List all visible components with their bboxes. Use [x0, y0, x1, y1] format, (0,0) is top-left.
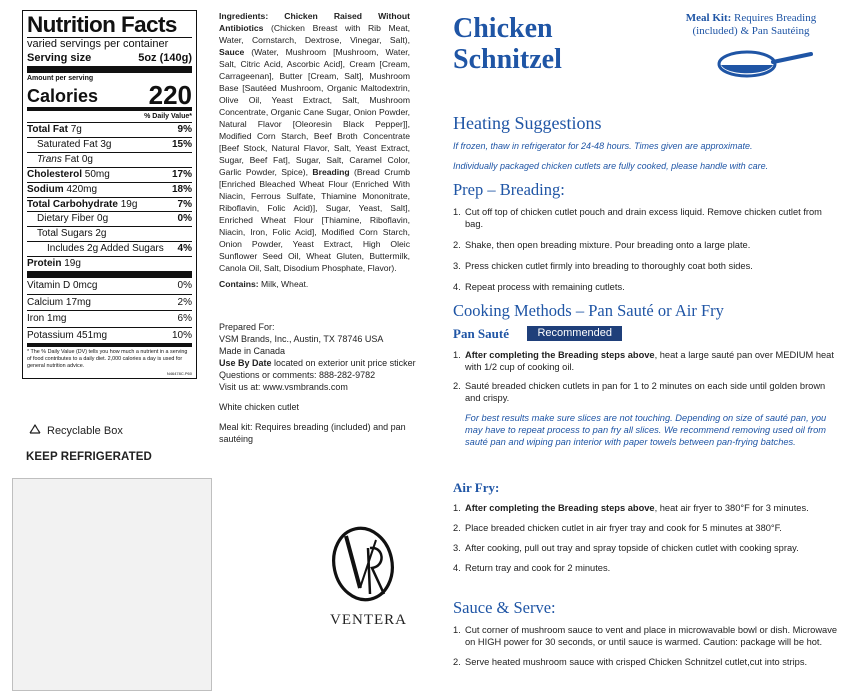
nutrition-footnote: * The % Daily Value (DV) tells you how much a nutrient in a serving of food contributes to a daily diet. 2,000 calories a day is used for general nutrition advice. — [27, 343, 192, 371]
pan-step: 1. After completing the Breading steps above, heat a large sauté pan over MEDIUM heat with 1/2 cup of cooking oil. — [453, 350, 834, 372]
amount-per-serving: Amount per serving — [27, 75, 94, 82]
prep-step: 4. Repeat process with remaining cutlets. — [453, 282, 625, 292]
nutrient-row-cholesterol: Cholesterol 50mg 17% — [27, 168, 192, 180]
cooking-section — [453, 301, 838, 448]
pan-note: For best results make sure slices are not touching. Depending on size of sauté pan, you may have to repeat process to pan fry all slices. We recommend removing used oil from sauté pan and wiping pan interior with paper towels between pan-frying batches. — [465, 413, 827, 447]
nutrient-row-saturated-fat: Saturated Fat 3g 15% — [27, 137, 192, 152]
nutrient-row-protein: Protein 19g — [27, 256, 192, 278]
heating-section: Heating Suggestions If frozen, thaw in refrigerator for 24-48 hours. Times given are approximate. Individually packaged chicken cutlets are fully cooked, please handle with care. — [453, 112, 838, 172]
ventera-wordmark: VENTERA — [330, 612, 407, 628]
nutrient-row-total-fat: Total Fat 7g 9% — [27, 124, 192, 135]
air-fry-title: Air Fry: — [453, 480, 500, 495]
heating-title: Heating Suggestions — [453, 113, 602, 133]
frying-pan-icon — [715, 44, 815, 80]
air-step: 1. After completing the Breading steps above, heat air fryer to 380°F for 3 minutes. — [453, 503, 809, 513]
cooking-title: Cooking Methods – Pan Sauté or Air Fry — [453, 301, 724, 320]
calories-row: Calories 220 — [27, 80, 192, 110]
vitamin-row: Iron 1mg 6% — [27, 310, 192, 327]
air-step: 2. Place breaded chicken cutlet in air fryer tray and cook for 5 minutes at 380°F. — [453, 523, 782, 533]
keep-refrigerated: KEEP REFRIGERATED — [26, 451, 152, 463]
nutrient-row-added-sugars: Includes 2g Added Sugars 4% — [27, 241, 192, 256]
nutrient-row-trans-fat: Trans Fat 0g — [27, 152, 192, 167]
vitamin-row: Vitamin D 0mcg 0% — [27, 280, 192, 292]
meal-kit-note: Meal Kit: Requires Breading (included) & Pan Sautéing — [685, 12, 817, 37]
nutrient-row-sodium: Sodium 420mg 18% — [27, 183, 192, 195]
servings-per-container: varied servings per container — [27, 38, 169, 50]
nutrient-row-total-carbohydrate: Total Carbohydrate 19g 7% — [27, 198, 192, 210]
company-info: Prepared For: VSM Brands, Inc., Austin, TX 78746 USA Made in Canada Use By Date located on exterior unit price sticker Questions or comments: 888-282-9782 Visit us at: www.vsmbrands.com White chicken cutlet Meal kit: Requires breading (included) and pan sautéing — [219, 322, 416, 444]
nutrient-row-dietary-fiber: Dietary Fiber 0g 0% — [27, 211, 192, 226]
daily-value-header: % Daily Value* — [144, 113, 192, 120]
sauce-step: 2. Serve heated mushroom sauce with crisped Chicken Schnitzel cutlet,cut into strips. — [453, 657, 808, 667]
recommended-badge: Recommended — [527, 326, 622, 341]
prep-step: 1. Cut off top of chicken cutlet pouch and drain excess liquid. Remove chicken cutlet from bag. — [453, 207, 822, 229]
air-step: 3. After cooking, pull out tray and spray topside of chicken cutlet with cooking spray. — [453, 543, 799, 553]
serving-size: Serving size 5oz (140g) — [27, 51, 192, 73]
nutrition-code: N46478C.P60 — [166, 371, 192, 377]
nutrition-title: Nutrition Facts — [27, 12, 177, 37]
ingredients-block: Ingredients: Chicken Raised Without Antibiotics (Chicken Breast with Rib Meat, Water, Cornstarch, Dextrose, Vinegar, Salt), Sauce (Water, Mushroom [Mushroom, Water, Salt, Citric Acid, Ascorbic Acid], Cream [Cream, Carrageenan], Butter [Cream, Salt], Mushroom Base [Sautéed Mushroom, Organic Maltodextrin, Olive Oil, Yeast Extract, Salt, Mushroom Concentrate, Organic Cane Sugar, Onion Powder, Natural Flavor [Oleoresin Black Pepper]], Modified Corn Starch, Beef Broth Concentrate [Beef Stock, Natural Flavor, Salt, Yeast Extract, Sugar, Beef Fat], Sugar, Salt, Caramel Color, Garlic Powder, Spice), Breading (Bread Crumb [Enriched Bleached Wheat Flour (Enriched With Niacin, Ferrous Sulfate, Thiamine Mononitrate, Riboflavin, Folic Acid)], Sugar, Yeast, Salt], Enriched Wheat Flour [Thiamine, Riboflavin, Niacin, Iron, Folic Acid], Modified Corn Starch, Onion Powder, Yeast Extract, High Oleic Sunflower Seed Oil, Wheat Gluten, Buttermilk, Canola Oil, Salt, Disodium Phosphate, Flavor). Contains: Milk, Wheat. — [219, 11, 411, 289]
prep-title: Prep – Breading: — [453, 180, 565, 199]
air-fry-section — [453, 480, 838, 574]
sauce-title: Sauce & Serve: — [453, 598, 556, 617]
recycle-icon — [28, 424, 42, 437]
sauce-section — [453, 598, 838, 668]
product-photo-placeholder — [12, 478, 212, 691]
sauce-step: 1. Cut corner of mushroom sauce to vent and place in microwavable bowl or dish. Microwave on HIGH power for 30 seconds, or until sauce is warmed. Caution: package will be hot. — [453, 625, 838, 647]
prep-step: 2. Shake, then open breading mixture. Pour breading onto a large plate. — [453, 240, 751, 250]
recyclable-label: Recyclable Box — [28, 424, 123, 437]
nutrient-row-total-sugars: Total Sugars 2g — [27, 226, 192, 241]
vitamin-row: Calcium 17mg 2% — [27, 294, 192, 311]
prep-section — [453, 180, 838, 293]
vitamin-row: Potassium 451mg 10% — [27, 327, 192, 344]
product-title: Chicken Schnitzel — [453, 13, 562, 75]
air-step: 4. Return tray and cook for 2 minutes. — [453, 563, 611, 573]
allergen-contains: Contains: Milk, Wheat. — [219, 279, 309, 289]
pan-step: 2. Sauté breaded chicken cutlets in pan for 1 to 2 minutes on each side until golden brown and crispy. — [453, 381, 826, 403]
nutrition-facts-panel — [22, 10, 197, 379]
prep-step: 3. Press chicken cutlet firmly into breading to thoroughly coat both sides. — [453, 261, 753, 271]
pan-saute-header: Pan Sauté Recommended — [453, 325, 838, 343]
